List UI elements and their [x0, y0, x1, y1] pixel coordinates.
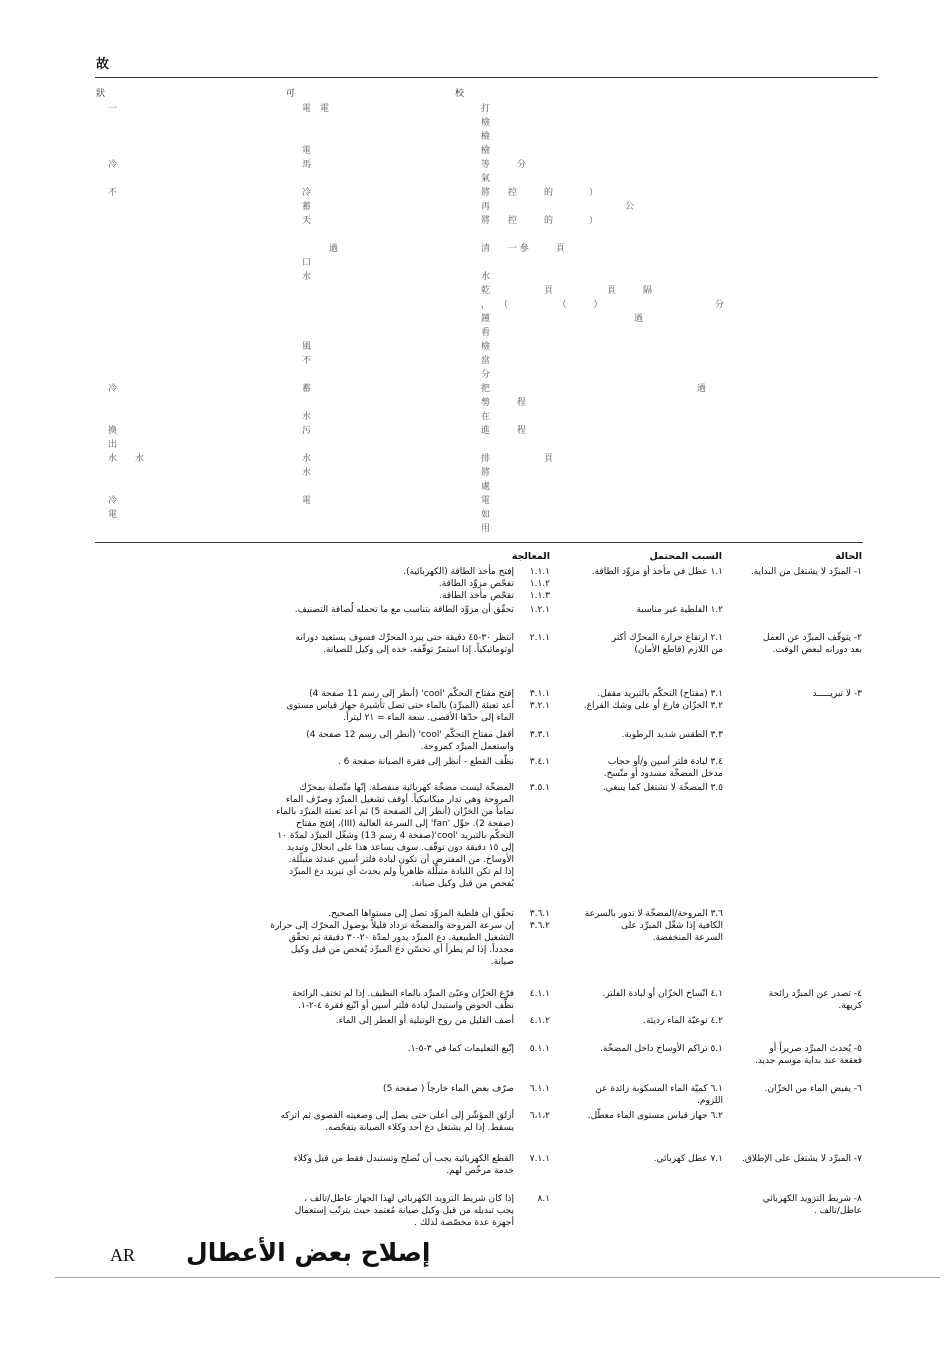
cause-cell: ٣.٤ لبادة فلتر أسپن و/أو حجاب مدخل المضخّة مسدود أو متّسخ. [603, 757, 723, 779]
cjk-cell-c: 打 [481, 104, 491, 114]
remedy-number: ٦.١.١ [529, 1084, 550, 1094]
remedy-number: ٥.١.١ [529, 1044, 550, 1054]
condition-cell: ١- المبرِّد لا يشتغل من البداية. [750, 567, 862, 577]
cjk-cell-a: 冷 [108, 160, 118, 170]
top-title: 故 [96, 57, 110, 72]
cjk-cell-a: 冷 [108, 496, 118, 506]
remedy-cell: نظّف القطع - أنظر إلى فقرة الصيانة صفحة 6 . [337, 757, 514, 767]
remedy-cell: القطع الكهربائية يجب أن تُصلح وتستبدل فقط من قبل وكلاء خدمة مرخّص لهم. [293, 1154, 514, 1176]
cause-cell: ٦.١ كميّة الماء المسكوبة زائدة عن اللزوم. [595, 1084, 723, 1106]
cause-cell: ٤.١ اتّساخ الخزّان أو لبادة الفلتر. [602, 989, 723, 999]
middle-rule [95, 542, 863, 543]
cjk-cell-c: 乾 頁 頁 隔 [481, 286, 653, 296]
cjk-cell-b: 水 [302, 454, 312, 464]
header-cause: السبب المحتمل [649, 551, 722, 562]
cjk-cell-b: 過 [302, 244, 339, 254]
remedy-number: ١.١.١ ١.١.٢ ١.١.٣ [529, 567, 550, 601]
cjk-cell-c: 氣 [481, 174, 491, 184]
cause-cell: ٧.١ عطل كهربائي. [653, 1154, 723, 1164]
remedy-number: ٣.٦.١ ٣.٦.٢ [529, 909, 550, 931]
remedy-number: ٣.٤.١ [529, 757, 550, 767]
cjk-cell-c: 分 [481, 370, 491, 380]
remedy-cell: تحقّق أن مزوِّد الطاقة يتناسب مع ما تحمله لُصاقة التصنيف. [294, 605, 514, 615]
cjk-cell-b: 水 [302, 272, 312, 282]
condition-cell: ٣- لا تبريـــــد [812, 689, 862, 699]
cjk-cell-c: 檢 [481, 146, 491, 156]
cjk-cell-a: 電 [108, 510, 118, 520]
cjk-cell-b: 水 [302, 468, 312, 478]
cause-cell: ١.٢ الفلطية غير مناسبة [636, 605, 723, 615]
cause-cell: ٣.٣ الطقس شديد الرطوبة. [621, 730, 723, 740]
remedy-number: ٧.١.١ [529, 1154, 550, 1164]
cjk-cell-b: 蓄 [302, 202, 312, 212]
cjk-cell-b: 馬 [302, 160, 312, 170]
footer-rule [55, 1277, 940, 1278]
cjk-cell-b: 天 [302, 216, 312, 226]
cjk-cell-a: 不 [108, 188, 118, 198]
remedy-cell: المضخّة ليست مضخّة كهربائية منفصلة. إنّها متّصلة بمحرّك المروحة وهي تدار ميكانيكياً. أوقف تشغيل المبرِّد وصرّف الماء تماماً من الخزّان (أنظر إلى الصفحة 5) ثم أعد تعبئة المبرِّد بالماء (صفحة 2). حوِّل 'fan' إلى السرعة العالية (III)، إفتح مفتاح التحكّم بالتبريد 'cool'(صفحة 4 رسم 13) وشغّل المبرِّد لمدّة ١٠ إلى ١٥ دقيقة دون توقّف. سوف يساعد هذا على انحلال وتبديد الأوساخ. من المفترض أن تكون لبادة فلتر أسپن عندئذ متبلّلة. إذا لم تكن اللبادة متبلّلة ظاهرياً ولم يحدث أي تبريد دع المبرِّد يُفحص من قبل وكيل صيانة. [276, 783, 514, 889]
cause-cell: ٤.٢ نوعيّة الماء رديئة. [643, 1016, 723, 1026]
cjk-cell-c: 再 公 [481, 202, 635, 212]
condition-cell: ٢- يتوقّف المبرِّد عن العمل بعد دورانه لبعض الوقت. [763, 633, 862, 655]
top-rule [95, 77, 878, 78]
remedy-cell: فرّغ الخزّان وعبّئ المبرِّد بالماء النظيف. إذا لم تختف الرائحة نظّف الحوض واستبدل لبادة فلتر أسپن أو اتّبع فقرة ٤-٢-١. [292, 989, 514, 1011]
cjk-cell-c: 排 頁 [481, 454, 554, 464]
col-header-condition: 狀 [96, 89, 106, 99]
cjk-cell-b: 電 [302, 146, 312, 156]
cause-cell: ٢.١ ارتفاع حرارة المحرِّك أكثر من اللازم (قاطع الأمان) [611, 633, 723, 655]
remedy-cell: إفتح مأخذ الطاقة (الكهربائية). تفحّص مزوِّد الطاقة. تفحّص مأخذ الطاقة. [403, 567, 514, 601]
remedy-number: ١.٢.١ [529, 605, 550, 615]
remedy-cell: تحقّق أن فلطية المزوِّد تصل إلى مستواها الصحيح. إن سرعة المروحة والمضخّة تزداد قليلاً بوصول المحرّك إلى حرارة التشغيل الطبيعية. دع المبرِّد يدور لمدّة ٢٠-٣٠ دقيقة ثم تحقّق مجدداً. إذا لم يطرأ أي تحسّن دع المبرِّد يُفحص من قبل وكيل صيانة. [270, 909, 514, 967]
cjk-cell-a: 一 [108, 104, 118, 114]
cjk-cell-c: 進 程 [481, 426, 527, 436]
col-header-cause: 可 [286, 89, 296, 99]
remedy-cell: أضف القليل من روح الوتيلية أو العطر إلى الماء. [335, 1016, 514, 1026]
remedy-number: ٢.١.١ [529, 633, 550, 643]
remedy-number: ٣.١.١ ٣.٢.١ [529, 689, 550, 711]
cjk-cell-c: 等 分 [481, 160, 527, 170]
cjk-cell-b: 冷 [302, 188, 312, 198]
remedy-cell: انتظر ٣٠-٤٥ دقيقة حتى يبرد المحرِّك فسوف يستعيد دورانه أوتوماتيكياً. إذا استمرّ توقّفه، خذه إلى وكيل للصيانة. [295, 633, 514, 655]
header-remedy: المعالجة [511, 551, 550, 562]
remedy-number: ٣.٣.١ [529, 730, 550, 740]
cjk-cell-b: 水 [302, 412, 312, 422]
cjk-cell-c: 把 過 [481, 384, 707, 394]
condition-cell: ٨- شريط التزويد الكهربائي عاطل/تالف . [762, 1194, 862, 1216]
remedy-number: ٣.٥.١ [529, 783, 550, 793]
header-condition: الحالة [835, 551, 862, 562]
cjk-cell-b: 不 [302, 356, 312, 366]
cjk-cell-b: 口 [302, 258, 312, 268]
cjk-cell-a: 冷 [108, 384, 118, 394]
cause-cell: ٣.٥ المضخّة لا تشتغل كما ينبغي. [602, 783, 723, 793]
cjk-cell-c: 如 [481, 510, 491, 520]
cause-cell: ٥.١ تراكم الأوساخ داخل المضخّة. [600, 1044, 723, 1054]
cjk-cell-c: 檢 [481, 132, 491, 142]
cjk-cell-b: 電 [302, 496, 312, 506]
remedy-number: ٨.١ [537, 1194, 550, 1204]
page-title: إصلاح بعض الأعطال [186, 1238, 431, 1267]
cause-cell: ١.١ عطل في مأخذ أو مزوِّد الطاقة. [591, 567, 723, 577]
remedy-cell: إفتح مفتاح التحكّم 'cool' (أنظر إلى رسم 11 صفحة 4) أعد تعبئة (المبرِّد) بالماء حتى تصل تأشيرة جهاز قياس مستوى الماء إلى حدّها الأقصى. سعة الماء = ٢١ ليتراً. [286, 689, 514, 723]
remedy-number: ٦،١،٢ [529, 1111, 550, 1121]
col-header-remedy: 校 [455, 89, 465, 99]
cjk-cell-c: 鐘 過 [481, 314, 644, 324]
cjk-cell-c: 將 控 的 ） [481, 188, 599, 198]
remedy-number: ٤.١.١ [529, 989, 550, 999]
remedy-cell: أقفل مفتاح التحكّم 'cool' (أنظر إلى رسم 12 صفحة 4) واستعمل المبرِّد كمروحة. [306, 730, 514, 752]
cause-cell: ٣.١ (مفتاح) التحكّم بالتبريد مقفل. ٣.٢ الخزّان فارغ أو على وشك الفراغ. [583, 689, 723, 711]
remedy-cell: إتّبع التعليمات كما في ٣-٥-١. [407, 1044, 514, 1054]
cjk-cell-c: 在 [481, 412, 491, 422]
cjk-cell-a: 水 水 [108, 454, 145, 464]
remedy-number: ٤.١.٢ [529, 1016, 550, 1026]
cjk-cell-c: 將 [481, 468, 491, 478]
cjk-cell-b: 風 [302, 342, 312, 352]
language-code: AR [110, 1245, 136, 1265]
condition-cell: ٤- تصدر عن المبرِّد رائحة كريهة. [768, 989, 862, 1011]
condition-cell: ٧- المبرِّد لا يشتغل على الإطلاق. [742, 1154, 862, 1164]
condition-cell: ٥- يُحدث المبرِّد صريراً أو قعقعة عند بداية موسم جديد. [754, 1044, 862, 1066]
cjk-cell-c: 檢 [481, 118, 491, 128]
remedy-cell: أزلق المؤشّر إلى أعلى حتى يصل إلى وضعيته القصوى ثم اتركه يسقط. إذا لم يشتغل دع أحد وكلاء الصيانة يتفحّصه. [280, 1111, 514, 1133]
remedy-cell: إذا كان شريط التزويد الكهربائي لهذا الجهاز عاطل/تالف ، يجب تبديله من قبل وكيل صيانة مُعتمد حيث يترتّب إستعمال أجهزة عدة مخصّصة لذلك . [294, 1194, 514, 1228]
cjk-cell-c: 當 [481, 356, 491, 366]
cjk-cell-c: 用 [481, 524, 491, 534]
cjk-cell-c: 檢 [481, 342, 491, 352]
cjk-cell-c: 清 一 參 頁 [481, 244, 565, 254]
cjk-cell-c: 處 [481, 482, 491, 492]
cjk-cell-a: 出 [108, 440, 118, 450]
cjk-cell-b: 蓄 [302, 384, 312, 394]
cjk-cell-c: 勢 程 [481, 398, 527, 408]
cjk-cell-c: 電 [481, 496, 491, 506]
remedy-cell: صرّف بعض الماء خارجاً ( صفحة 5) [383, 1084, 514, 1094]
cjk-cell-c: 看 [481, 328, 491, 338]
cjk-cell-c: 水 [481, 272, 491, 282]
cause-cell: ٦.٢ جهاز قياس مستوى الماء معطّل. [587, 1111, 723, 1121]
cjk-cell-b: 電 電 [302, 104, 330, 114]
cause-cell: ٣.٦ المروحة/المضخّة لا تدور بالسرعة الكافية إذا شغّل المبرِّد على السرعة المنخفضة. [584, 909, 723, 943]
cjk-cell-b: 污 [302, 426, 312, 436]
condition-cell: ٦- يفيض الماء من الخزّان. [764, 1084, 862, 1094]
cjk-cell-a: 換 [108, 426, 118, 436]
cjk-cell-c: ， （ （ ） 分 [481, 300, 725, 310]
cjk-cell-c: 將 控 的 ） [481, 216, 599, 226]
